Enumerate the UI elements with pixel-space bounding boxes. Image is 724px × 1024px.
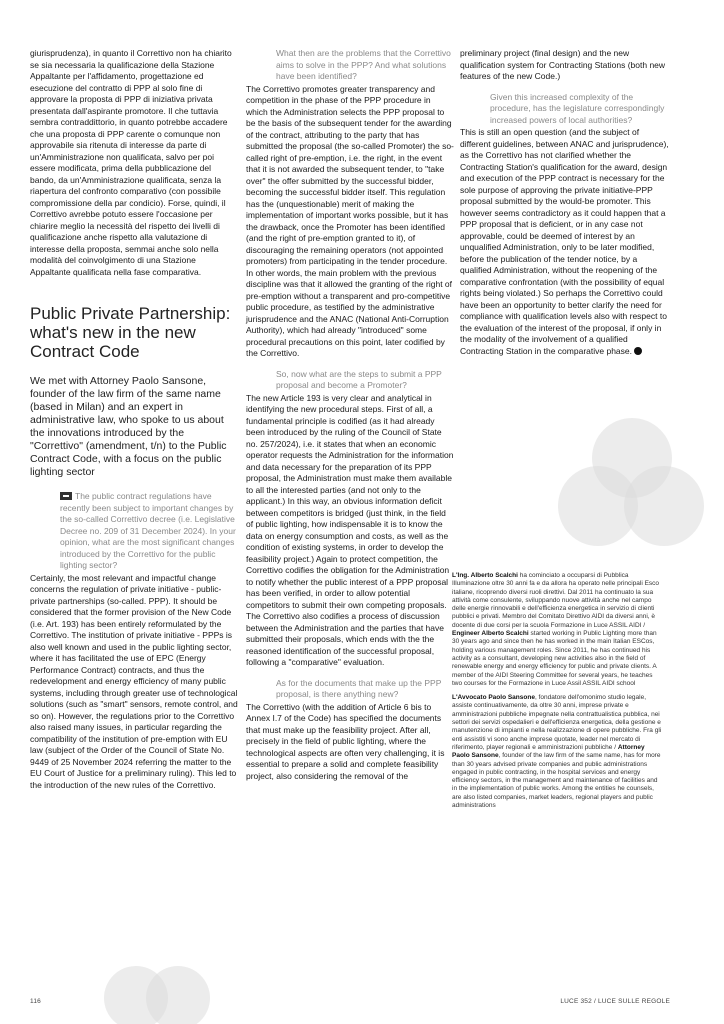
decorative-circle [624, 466, 704, 546]
flag-icon [60, 492, 72, 500]
interview-answer: The new Article 193 is very clear and analytical in identifying the new procedural steps. First of all, a fundamental principle is codified (as it had already been introduced by the ruling of the Council of State no. 257/2024), i.e. it states that when an economic operator requests the Administration for the information and data necessary for the preparation of its PPP proposal, the Administration must make them available to all the interested parties (and not only to the applicant.) In this way, an obvious information deficit between competitors is bridged (just think, in the field of public lighting, how indispensable it is to know the data on energy consumption and costs, as well as the condition of existing systems, in order to develop the feasibility project.) Again to protect competition, the Correttivo codifies the obligation for the Administration to notify whether the public interest of a PPP proposal has been verified, in order to allow potential competitors to submit their own competing proposals. The Correttivo also codifies a process of discussion between the Administration and the parties that have submitted their proposals, which ends with the the reasoned identification of the successful proposal, following a "comparative" evaluation. [246, 392, 454, 667]
magazine-footer: LUCE 352 / LUCE SULLE REGOLE [560, 998, 670, 1005]
interview-question: The public contract regulations have recently been subject to important changes by the so-called Correttivo decree (i.e. Legislative Decree no. 209 of 31 December 2024). In your opinion, what are the most significant changes introduced by the Correttivo for the public lighting sector? [60, 491, 236, 570]
bio-scalchi: L'Ing. Alberto Scalchi ha cominciato a occuparsi di Pubblica Illuminazione oltre 30 anni fa e da allora ha operato nelle principali Esco italiane, ricoprendo diversi ruoli direttivi. Dal 2011 ha continuato la sua attività come consulente, sviluppando nuove attività anche nel campo delle energie rinnovabili e dell'efficienza energetica in servizio di clienti pubblici e privati. Membro del Comitato Direttivo AIDI da diversi anni, è docente di due corsi per la scuola Formazione in Luce ASSIL AIDI / Engineer Alberto Scalchi started working in Public Lighting more than 30 years ago and since then he has worked in the main Italian ESCos, holding various management roles. Since 2011, he has continued his activity as a consultant, developing new activities also in the field of renewable energy and energy efficiency for public and private clients. A member of the AIDI Steering Committee for several years, he teaches two courses for the Formazione in Luce Assil ASSIL AIDI school [452, 572, 660, 687]
bio-sansone: L'Avvocato Paolo Sansone, fondatore dell'omonimo studio legale, assiste continuativamente, da oltre 30 anni, imprese private e amministrazioni pubbliche impegnate nella contrattualistica pubblica, nei settori dei servizi ospedalieri e dell'efficienza energetica, della gestione e manutenzione di impianti e nella realizzazione di opere pubbliche. Fra gli enti assistiti vi sono anche imprese quotate, leader nel mercato di riferimento, player regionali e amministrazioni pubbliche / Attorney Paolo Sansone, founder of the law firm of the same name, has for more than 30 years advised private companies and public administrations engaged in public contracting, in the hospital services and energy efficiency sectors, in the management and maintenance of facilities and in the implementation of public works. Among the entities he counsels, are also listed companies, market leaders, regional players and public administrations [452, 694, 662, 810]
article-lead: We met with Attorney Paolo Sansone, founder of the law firm of the same name (based in Milan) and an expert in administrative law, who spoke to us about the innovations introduced by the "Correttivo" (amendment, t/n) to the Public Contract Code, with a focus on the public lighting sector [30, 375, 227, 478]
interview-answer: preliminary project (final design) and the new qualification system for Contracting Stations (both new features of the new Code.) [460, 48, 666, 81]
author-bios [452, 572, 662, 816]
bio-name: L'Ing. Alberto Scalchi [452, 572, 518, 579]
end-of-article-icon [634, 347, 642, 355]
column-1 [30, 48, 238, 800]
bio-name: L'Avvocato Paolo Sansone [452, 694, 535, 702]
column-2 [246, 48, 454, 782]
italian-paragraph: giurisprudenza), in quanto il Correttivo non ha chiarito se sia necessaria la qualificazione della Stazione Appaltante per l'affidamento, progettazione ed esecuzione del contratto di PPP al solo fine di approvare la proposta di PPP di iniziativa privata presentata dall'aspirante promotore. Il che tuttavia sembra contraddittorio, in quanto potrebbe accadere che una proposta di PPP carente o comunque non approvabile sia ritenuta di interesse da parte di un'Amministrazione non qualificata, salvo per poi essere modificata, prima della pubblicazione del bando, da un'Amministrazione qualificata, senza la riapertura del confronto comparativo (con possibile compromissione della par condicio). Forse, quindi, il Correttivo avrebbe potuto essere l'occasione per chiarire meglio la necessità del rispetto dei livelli di qualificazione anche rispetto alla valutazione di interesse della proposta, semmai anche solo nella modalità del coinvolgimento di una Stazione Appaltante qualificata nella fase comparativa. [30, 48, 232, 277]
interview-question: As for the documents that make up the PPP proposal, is there anything new? [276, 677, 442, 699]
bio-name: Engineer Alberto Scalchi [452, 630, 529, 638]
interview-question: So, now what are the steps to submit a PPP proposal and become a Promoter? [276, 368, 442, 390]
interview-question: Given this increased complexity of the procedure, has the legislature correspondingly increased powers of local authorities? [490, 91, 665, 125]
column-3 [460, 48, 670, 357]
interview-question: What then are the problems that the Correttivo aims to solve in the PPP? And what solutions have been identified? [276, 48, 451, 81]
interview-answer: This is still an open question (and the subject of different guidelines, between ANAC and jurisprudence), as the Correttivo has not clarified whether the Contracting Station's qualification for the award, design and execution of the PPP contract is necessary for the sole purpose of approving the private initiative-PPP proposal submitted by the would-be promoter. This however seems contradictory as it could happen that a PPP proposal that is deficient, or in any case not approvable, could be deemed of interest by an unqualified Administration, only to be later modified, before the publication of the tender notice, by a qualified Administration, without the reopening of the comparative confrontation (with the possibility of equal rights being violated.) So perhaps the Correttivo could have been an opportunity to better clarify the need for compliance with qualification levels also with respect to the evaluation of the interest of the proposal, if only in the modality of the involvement of a qualified Contracting Station in the comparative phase. [460, 127, 669, 356]
decorative-circle [146, 966, 210, 1024]
page-number: 116 [30, 998, 41, 1005]
bio-name: Attorney Paolo Sansone [452, 743, 645, 760]
article-title: Public Private Partnership: what's new in the new Contract Code [30, 304, 231, 361]
interview-answer: Certainly, the most relevant and impactful change concerns the regulation of private initiative - public-private partnerships (so-called. PPP). It should be considered that the former provision of the New Code (i.e. Art. 193) has been entirely reformulated by the Correttivo. The institution of private initiative - PPPs is also well known and used in the public lighting sector, where it has facilitated the use of EPC (Energy Performance Contract) contracts, and thus the redevelopment and energy efficiency of many public systems, including through greater use of technological solutions (such as "smart" sensors, remote control, and so on). However, the regulations prior to the Correttivo also raised many issues, in particular regarding the compatibility of the institution of pre-emption with EU law (subject of the Order of the Council of State No. 9449 of 25 November 2024 referring the matter to the EU Court of Justice for a preliminary ruling). This led to the introduction of the new rules of the Correttivo. [30, 572, 238, 790]
interview-answer: The Correttivo promotes greater transparency and competition in the phase of the PPP procedure in which the Administration selects the PPP proposal to be the basis of the subsequent tender for the awarding of the contract, attributing to the party that has submitted the proposal (the so-called Promoter) the so-called right of pre-emption, i.e. the right, in the event that it is not awarded the subsequent tender, to "take over" the offer submitted by the successful bidder, becoming the successful bidder itself. This regulation has the (unquestionable) merit of making the implementation of important works possible, but it has the drawback, once the Promoter has been identified (and the right of pre-emption granted to it), of discouraging the remaining operators (not appointed promoters) from participating in the tender procedure. In other words, the main problem with the previous discipline was that it allowed the granting of the right of pre-emption without a transparent and pro-competitive public procedure, as testified by the administrative jurisprudence and the ANAC (National Anti-Corruption Authority), which had already "introduced" some procedural precautions on this point, later codified by the Correttivo. [246, 83, 454, 358]
interview-answer: The Correttivo (with the addition of Article 6 bis to Annex I.7 of the Code) has specified the documents that must make up the feasibility project. After all, precisely in the field of public lighting, where the technological aspects are often very challenging, it is essential to prepare a solid and complete feasibility project, also considering the removal of the [246, 701, 445, 781]
